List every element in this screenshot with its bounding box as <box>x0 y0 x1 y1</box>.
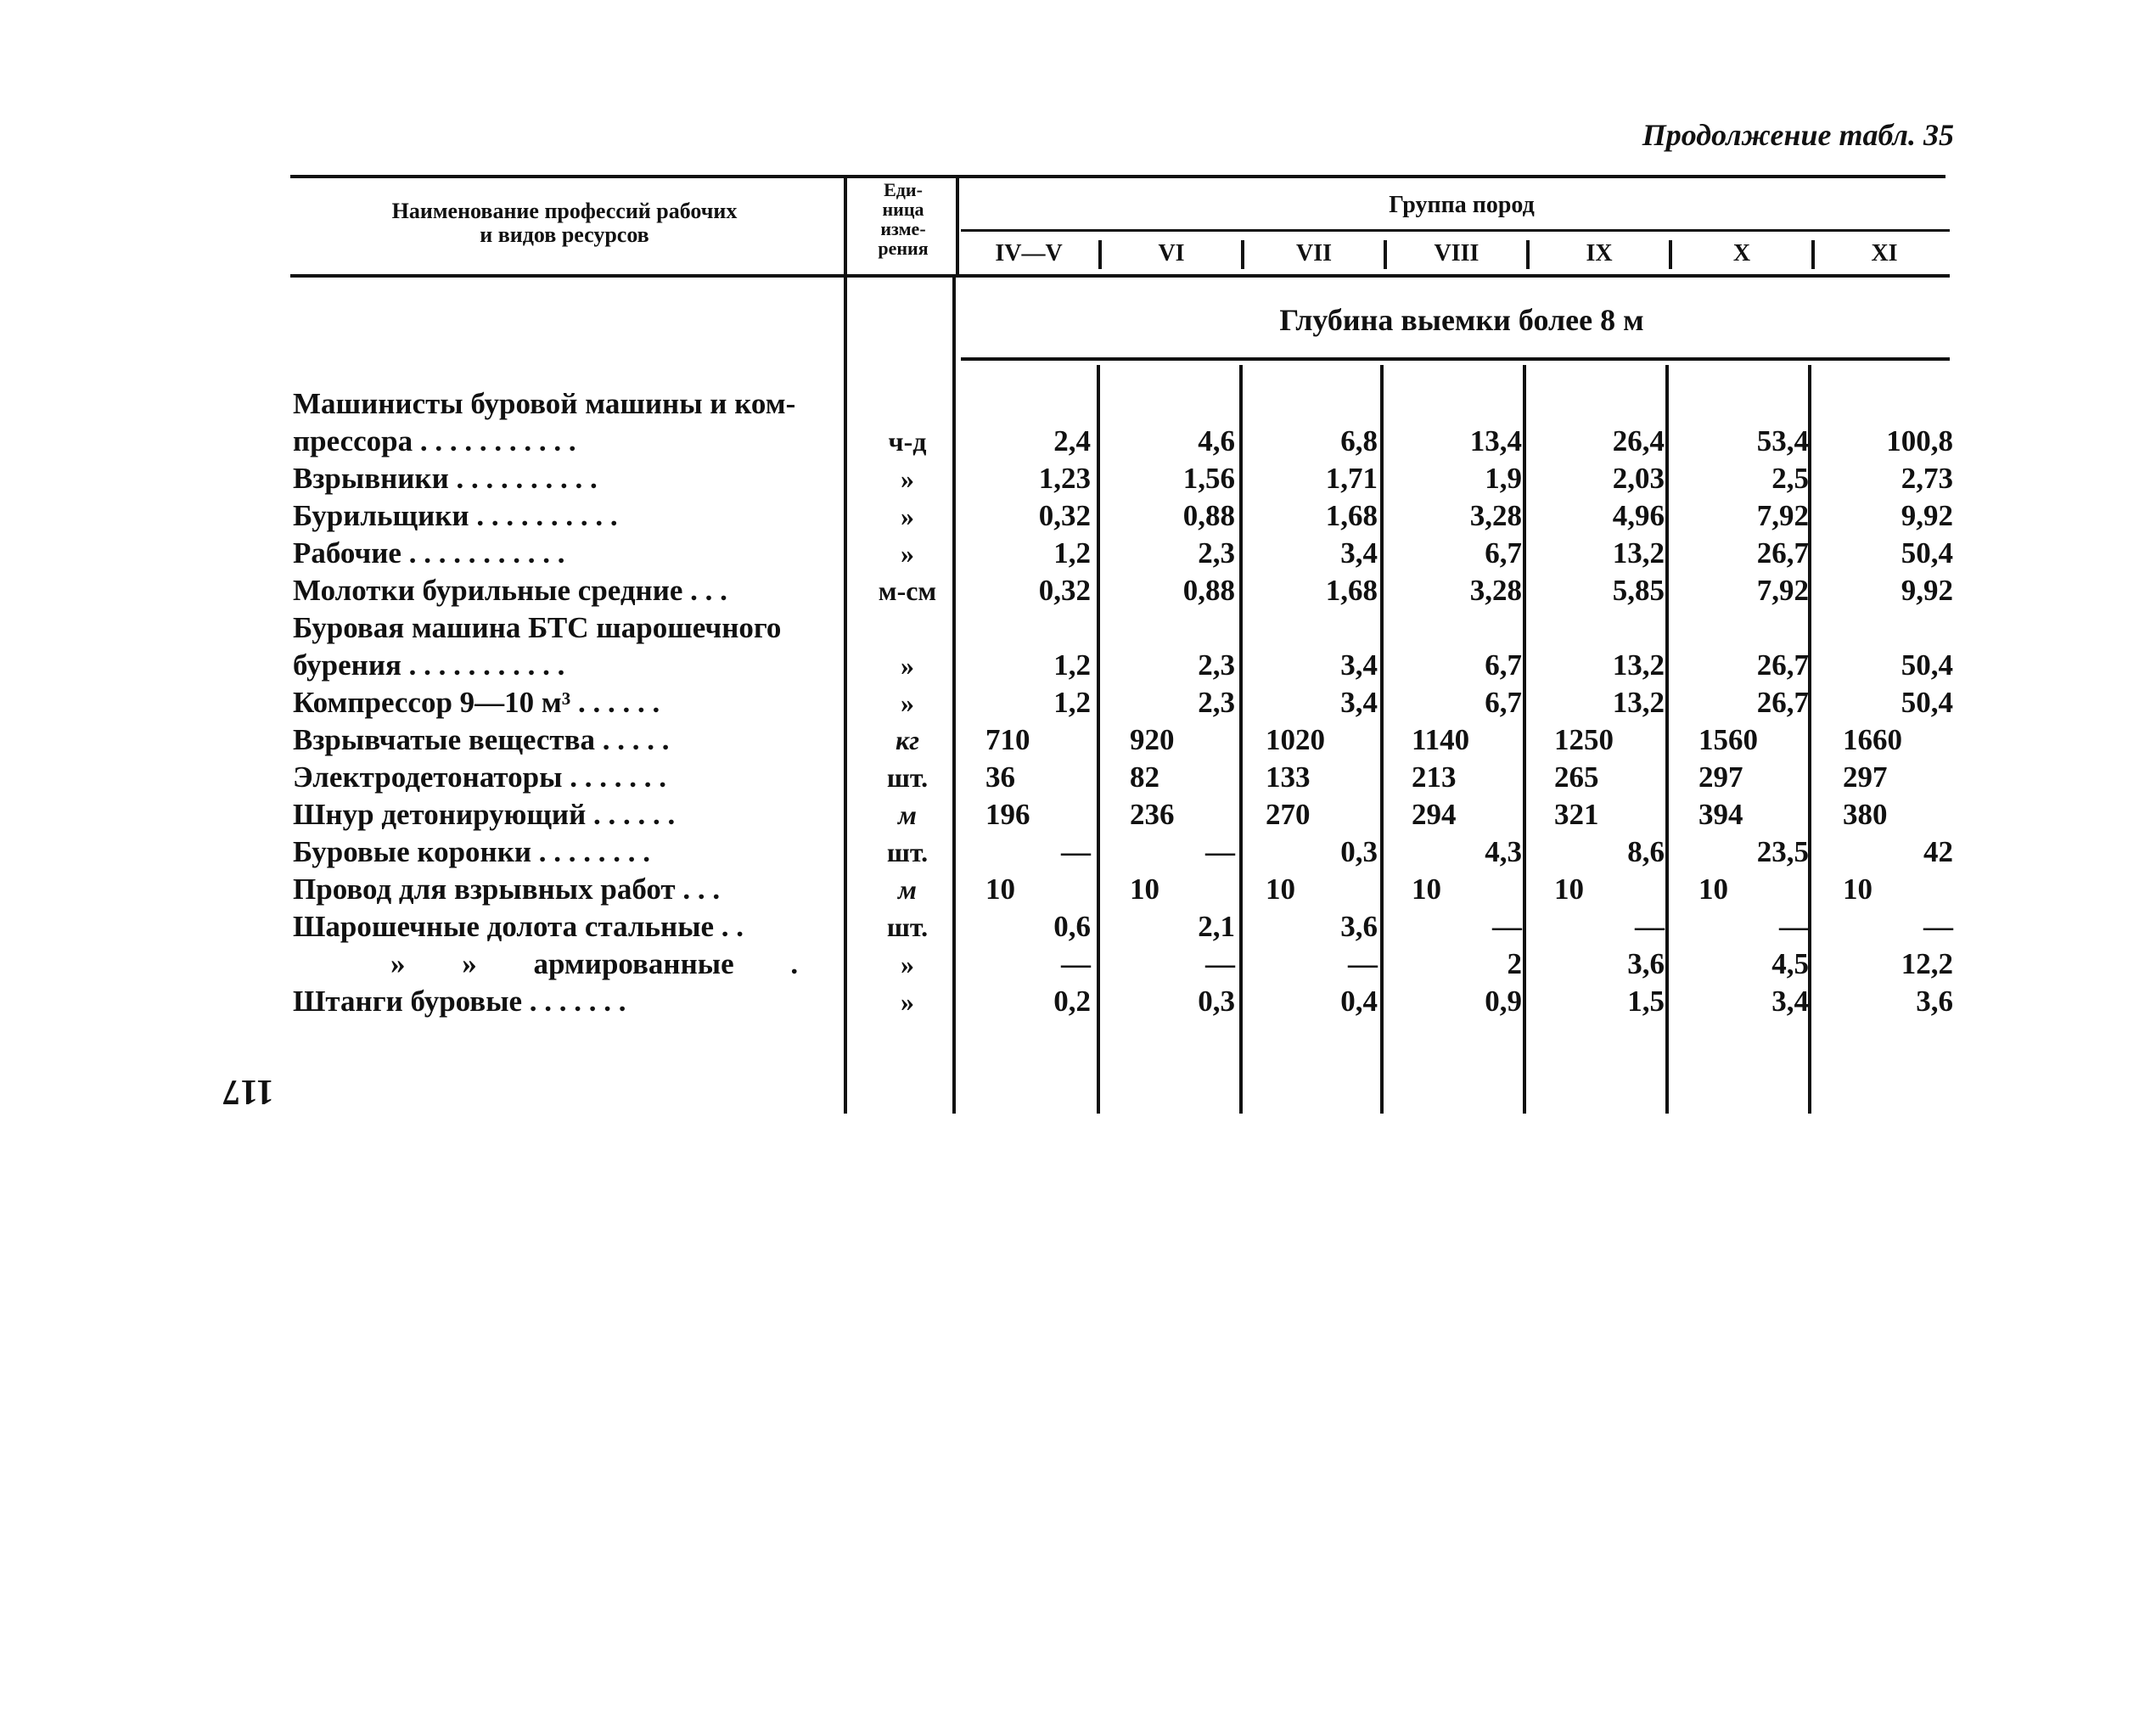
table-cell: 1560 <box>1698 723 1758 756</box>
header-group-label: Группа пород <box>1389 192 1535 218</box>
table-cell: — <box>1923 910 1953 943</box>
table-cell: 297 <box>1698 760 1743 794</box>
table-cell: 13,4 <box>1469 424 1522 457</box>
table-cell: 13,2 <box>1612 536 1665 570</box>
table-row <box>293 721 1957 759</box>
table-cell: 0,2 <box>1053 985 1091 1018</box>
table-cell: — <box>1779 910 1809 943</box>
table-cell: 1,2 <box>1053 536 1091 570</box>
column-tick <box>1384 240 1387 269</box>
row-name: Взрывники . . . . . . . . . . <box>293 462 598 495</box>
table-row <box>293 535 1957 572</box>
table-row <box>293 796 1957 833</box>
table-cell: 50,4 <box>1901 648 1953 682</box>
table-cell: 0,32 <box>1038 499 1091 532</box>
table-cell: 3,6 <box>1627 947 1665 980</box>
row-name-line1: Буровая машина БТС шарошечного <box>293 611 782 644</box>
table-cell: 1,71 <box>1325 462 1378 495</box>
table-cell: 7,92 <box>1756 499 1809 532</box>
table-cell: 3,6 <box>1340 910 1378 943</box>
table-cell: 10 <box>1554 873 1584 906</box>
row-name: Рабочие . . . . . . . . . . . <box>293 536 565 570</box>
table-cell: 10 <box>985 873 1015 906</box>
row-unit: » <box>901 949 914 979</box>
table-cell: 10 <box>1412 873 1441 906</box>
table-row <box>293 908 1957 946</box>
header-name-line2: и видов ресурсов <box>480 222 649 247</box>
table-cell: 4,3 <box>1485 835 1522 868</box>
table-caption: Продолжение табл. 35 <box>1642 118 1954 152</box>
table-cell: 1,68 <box>1325 574 1378 607</box>
header-name-column <box>293 199 836 247</box>
row-unit: м <box>898 874 917 905</box>
table-cell: 196 <box>985 798 1030 831</box>
table-row <box>293 759 1957 796</box>
table-cell: 26,7 <box>1756 648 1809 682</box>
table-cell: 2,5 <box>1771 462 1809 495</box>
table-cell: 23,5 <box>1756 835 1809 868</box>
table-cell: 1020 <box>1266 723 1325 756</box>
table-cell: 1,5 <box>1627 985 1665 1018</box>
table-cell: 0,88 <box>1182 499 1235 532</box>
table-cell: 1,56 <box>1182 462 1235 495</box>
row-unit: м <box>898 800 917 830</box>
table-cell: 1,2 <box>1053 686 1091 719</box>
table-cell: 3,4 <box>1340 686 1378 719</box>
table-cell: 36 <box>985 760 1015 794</box>
table-cell: 26,7 <box>1756 686 1809 719</box>
header-unit-line: Еди- <box>884 179 923 200</box>
table-cell: 710 <box>985 723 1030 756</box>
header-name-line1: Наименование профессий рабочих <box>391 199 738 223</box>
table-cell: 2,3 <box>1198 536 1235 570</box>
row-unit: » <box>901 650 914 681</box>
table-cell: 5,85 <box>1612 574 1665 607</box>
column-header-viii: VIII <box>1434 240 1479 267</box>
table-cell: 4,5 <box>1771 947 1809 980</box>
column-header-ix: IX <box>1586 240 1613 267</box>
table-cell: 4,96 <box>1612 499 1665 532</box>
table-cell: 270 <box>1266 798 1311 831</box>
table-cell: 50,4 <box>1901 536 1953 570</box>
table-cell: 6,7 <box>1485 648 1522 682</box>
table-row <box>293 684 1957 721</box>
row-name: Компрессор 9—10 м³ . . . . . . <box>293 686 660 719</box>
table-cell: 13,2 <box>1612 686 1665 719</box>
row-name-line1: Машинисты буровой машины и ком- <box>293 387 796 420</box>
column-tick <box>1669 240 1672 269</box>
table-cell: 2,03 <box>1612 462 1665 495</box>
table-cell: 394 <box>1698 798 1743 831</box>
table-cell: 2,1 <box>1198 910 1235 943</box>
table-cell: 2 <box>1507 947 1522 980</box>
header-bottom-rule <box>290 274 1950 278</box>
table-cell: 10 <box>1130 873 1159 906</box>
table-cell: — <box>1205 835 1235 868</box>
table-cell: 12,2 <box>1901 947 1953 980</box>
table-cell: 1250 <box>1554 723 1614 756</box>
table-cell: 1660 <box>1843 723 1902 756</box>
table-cell: 297 <box>1843 760 1888 794</box>
table-cell: 6,7 <box>1485 686 1522 719</box>
table-row <box>293 572 1957 609</box>
table-row <box>293 871 1957 908</box>
table-cell: 920 <box>1130 723 1175 756</box>
table-cell: 3,4 <box>1340 648 1378 682</box>
table-row <box>293 833 1957 871</box>
table-cell: 1,23 <box>1038 462 1091 495</box>
table-cell: 0,9 <box>1485 985 1522 1018</box>
table-cell: 2,73 <box>1901 462 1953 495</box>
table-cell: 6,8 <box>1340 424 1378 457</box>
header-divider-name <box>844 178 847 274</box>
table-cell: 294 <box>1412 798 1457 831</box>
depth-subheader: Глубина выемки более 8 м <box>1279 303 1644 337</box>
table-cell: 82 <box>1130 760 1159 794</box>
row-unit: » <box>901 986 914 1017</box>
table-cell: — <box>1205 947 1235 980</box>
table-cell: 2,4 <box>1053 424 1091 457</box>
row-name: Шарошечные долота стальные . . <box>293 910 744 943</box>
subheader-rule <box>961 357 1950 361</box>
table-cell: 42 <box>1923 835 1953 868</box>
header-unit-line: рения <box>878 238 929 259</box>
row-unit: кг <box>895 725 920 755</box>
table-cell: 133 <box>1266 760 1311 794</box>
top-rule <box>290 175 1945 178</box>
row-unit: » <box>901 501 914 531</box>
table-row <box>293 460 1957 497</box>
row-name <box>293 385 836 460</box>
row-name: Буровые коронки . . . . . . . . <box>293 835 651 868</box>
table-cell: 4,6 <box>1198 424 1235 457</box>
table-cell: 10 <box>1698 873 1728 906</box>
column-header-vii: VII <box>1295 240 1332 267</box>
table-row <box>293 385 1957 460</box>
table-cell: 0,6 <box>1053 910 1091 943</box>
header-unit-line: изме- <box>880 218 926 239</box>
table-cell: 321 <box>1554 798 1599 831</box>
table-row <box>293 983 1957 1020</box>
table-row <box>293 946 1957 983</box>
page-number: 117 <box>222 1072 274 1111</box>
table-cell: 13,2 <box>1612 648 1665 682</box>
table-cell: — <box>1061 835 1091 868</box>
table-cell: 6,7 <box>1485 536 1522 570</box>
row-name: Шнур детонирующий . . . . . . <box>293 798 676 831</box>
table-cell: 1,2 <box>1053 648 1091 682</box>
table-cell: — <box>1348 947 1378 980</box>
row-name-line2: прессора . . . . . . . . . . . <box>293 424 576 457</box>
row-unit: » <box>901 463 914 494</box>
table-cell: — <box>1635 910 1665 943</box>
table-cell: 1,68 <box>1325 499 1378 532</box>
row-name-line2: бурения . . . . . . . . . . . <box>293 648 565 682</box>
table-cell: 3,28 <box>1469 499 1522 532</box>
table-cell: 380 <box>1843 798 1888 831</box>
column-tick <box>1098 240 1102 269</box>
row-name: Взрывчатые вещества . . . . . <box>293 723 670 756</box>
table-cell: 213 <box>1412 760 1457 794</box>
column-header-xi: XI <box>1871 240 1898 267</box>
column-header-vi: VI <box>1158 240 1185 267</box>
header-unit-line: ница <box>882 199 924 220</box>
table-cell: 3,6 <box>1916 985 1953 1018</box>
row-name: Бурильщики . . . . . . . . . . <box>293 499 618 532</box>
table-cell: — <box>1492 910 1522 943</box>
table-cell: 3,4 <box>1771 985 1809 1018</box>
table-cell: 10 <box>1266 873 1295 906</box>
table-cell: 50,4 <box>1901 686 1953 719</box>
table-cell: 3,28 <box>1469 574 1522 607</box>
table-cell: 0,3 <box>1340 835 1378 868</box>
table-cell: 236 <box>1130 798 1175 831</box>
table-cell: 10 <box>1843 873 1872 906</box>
group-rule <box>961 229 1950 232</box>
column-header-x: X <box>1732 240 1751 267</box>
table-cell: 265 <box>1554 760 1599 794</box>
row-unit: шт. <box>886 762 929 793</box>
table-cell: 26,7 <box>1756 536 1809 570</box>
table-cell: 100,8 <box>1886 424 1953 457</box>
table-cell: 1,9 <box>1485 462 1522 495</box>
row-name: Электродетонаторы . . . . . . . <box>293 760 666 794</box>
row-name <box>293 609 836 684</box>
table-cell: 53,4 <box>1756 424 1809 457</box>
table-cell: 9,92 <box>1901 574 1953 607</box>
table-cell: 7,92 <box>1756 574 1809 607</box>
table-cell: 0,88 <box>1182 574 1235 607</box>
table-cell: — <box>1061 947 1091 980</box>
table-cell: 1140 <box>1412 723 1470 756</box>
row-name: » » армированные . <box>390 947 799 980</box>
column-tick <box>1811 240 1815 269</box>
column-tick <box>1241 240 1244 269</box>
table-cell: 0,32 <box>1038 574 1091 607</box>
row-unit: шт. <box>886 837 929 867</box>
table-cell: 0,3 <box>1198 985 1235 1018</box>
header-unit-column <box>849 180 957 258</box>
table-cell: 2,3 <box>1198 648 1235 682</box>
table-cell: 0,4 <box>1340 985 1378 1018</box>
row-unit: м-см <box>878 575 937 606</box>
table-cell: 3,4 <box>1340 536 1378 570</box>
table-cell: 9,92 <box>1901 499 1953 532</box>
row-name: Провод для взрывных работ . . . <box>293 873 721 906</box>
table-cell: 26,4 <box>1612 424 1665 457</box>
table-row <box>293 497 1957 535</box>
row-unit: » <box>901 538 914 569</box>
row-name: Молотки бурильные средние . . . <box>293 574 727 607</box>
row-unit: » <box>901 688 914 718</box>
table-cell: 8,6 <box>1627 835 1665 868</box>
column-tick <box>1526 240 1530 269</box>
table-row <box>293 609 1957 684</box>
row-unit: ч-д <box>888 426 927 457</box>
column-header-iv-v: IV—V <box>995 240 1063 267</box>
table-cell: 2,3 <box>1198 686 1235 719</box>
row-name: Штанги буровые . . . . . . . <box>293 985 626 1018</box>
row-unit: шт. <box>886 912 929 942</box>
